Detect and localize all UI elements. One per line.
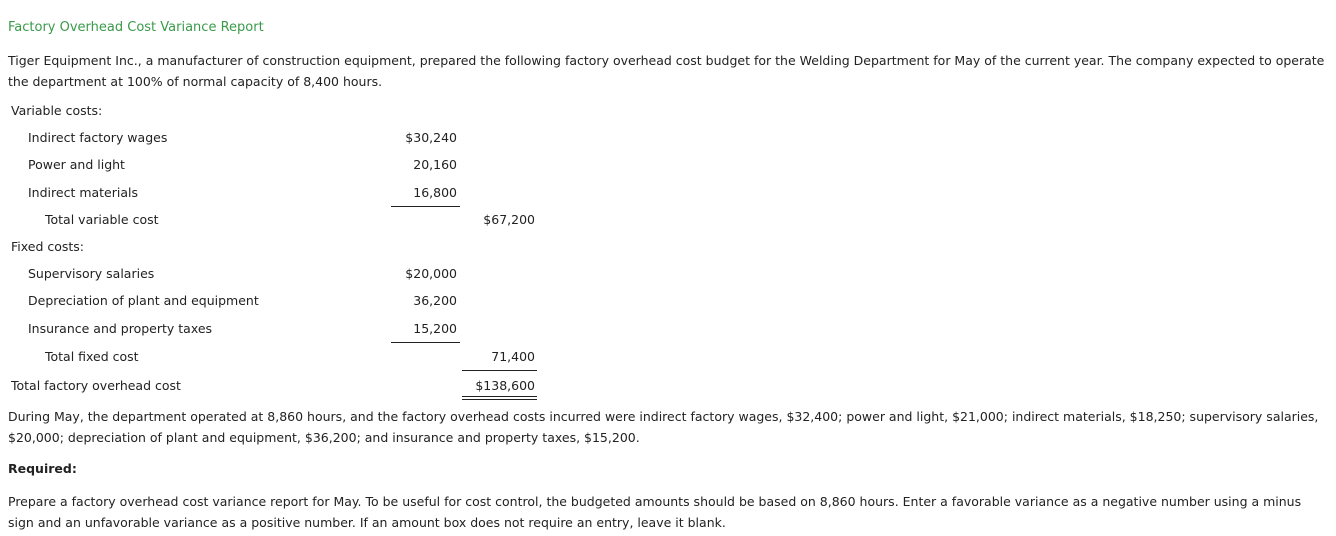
total-overhead-label: Total factory overhead cost [11,378,181,393]
budget-row [0,321,560,341]
budget-row-heading [0,103,560,123]
budget-item-amount: $30,240 [405,130,457,145]
budget-item-amount: $20,000 [405,266,457,281]
actual-costs-paragraph: During May, the department operated at 8,860 hours, and the factory overhead costs incurred were indirect factory wages, $32,400; power and light, $21,000; indirect materials, $18,250; supervisory salaries, $20,000; depreciation of plant and equipment, $36,200; and insurance and property taxes, $15,200. [8,409,1319,445]
budget-item-label: Indirect materials [28,185,139,200]
total-variable-label: Total variable cost [45,212,159,227]
grand-total-double-rule [462,396,537,400]
page-title: Factory Overhead Cost Variance Report [8,20,264,35]
budget-item-amount: 36,200 [413,293,457,308]
budget-item-amount: 15,200 [413,321,457,336]
variable-costs-heading: Variable costs: [11,103,103,118]
budget-item-amount: 20,160 [413,157,457,172]
total-fixed-label: Total fixed cost [45,349,139,364]
budget-item-label: Insurance and property taxes [28,321,213,336]
total-fixed-amount: 71,400 [491,349,535,364]
instructions-paragraph: Prepare a factory overhead cost variance report for May. To be useful for cost control, the budgeted amounts should be based on 8,860 hours. Enter a favorable variance as a negative number using a minus sign and an unfavorable variance as a positive number. If an amount box does not require an entry, leave it blank. [8,494,1302,530]
total-variable-amount: $67,200 [483,212,535,227]
budget-item-label: Supervisory salaries [28,266,155,281]
budget-row-heading [0,239,560,259]
budget-grand-total-row [0,378,560,398]
intro-paragraph: Tiger Equipment Inc., a manufacturer of construction equipment, prepared the following factory overhead cost budget for the Welding Department for May of the current year. The company expected to operate the department at 100% of normal capacity of 8,400 hours. [8,53,1325,89]
budget-row [0,266,560,286]
subtotal-rule [462,370,537,371]
budget-item-label: Power and light [28,157,125,172]
fixed-costs-heading: Fixed costs: [11,239,85,254]
budget-row [0,157,560,177]
budget-item-label: Depreciation of plant and equipment [28,293,259,308]
total-overhead-amount: $138,600 [475,378,535,393]
budget-row [0,130,560,150]
budget-item-label: Indirect factory wages [28,130,168,145]
subtotal-rule [391,342,460,343]
budget-item-amount: 16,800 [413,185,457,200]
budget-row [0,185,560,205]
budget-row [0,293,560,313]
required-heading: Required: [8,461,77,476]
budget-total-row [0,212,560,232]
budget-total-row [0,349,560,369]
subtotal-rule [391,206,460,207]
